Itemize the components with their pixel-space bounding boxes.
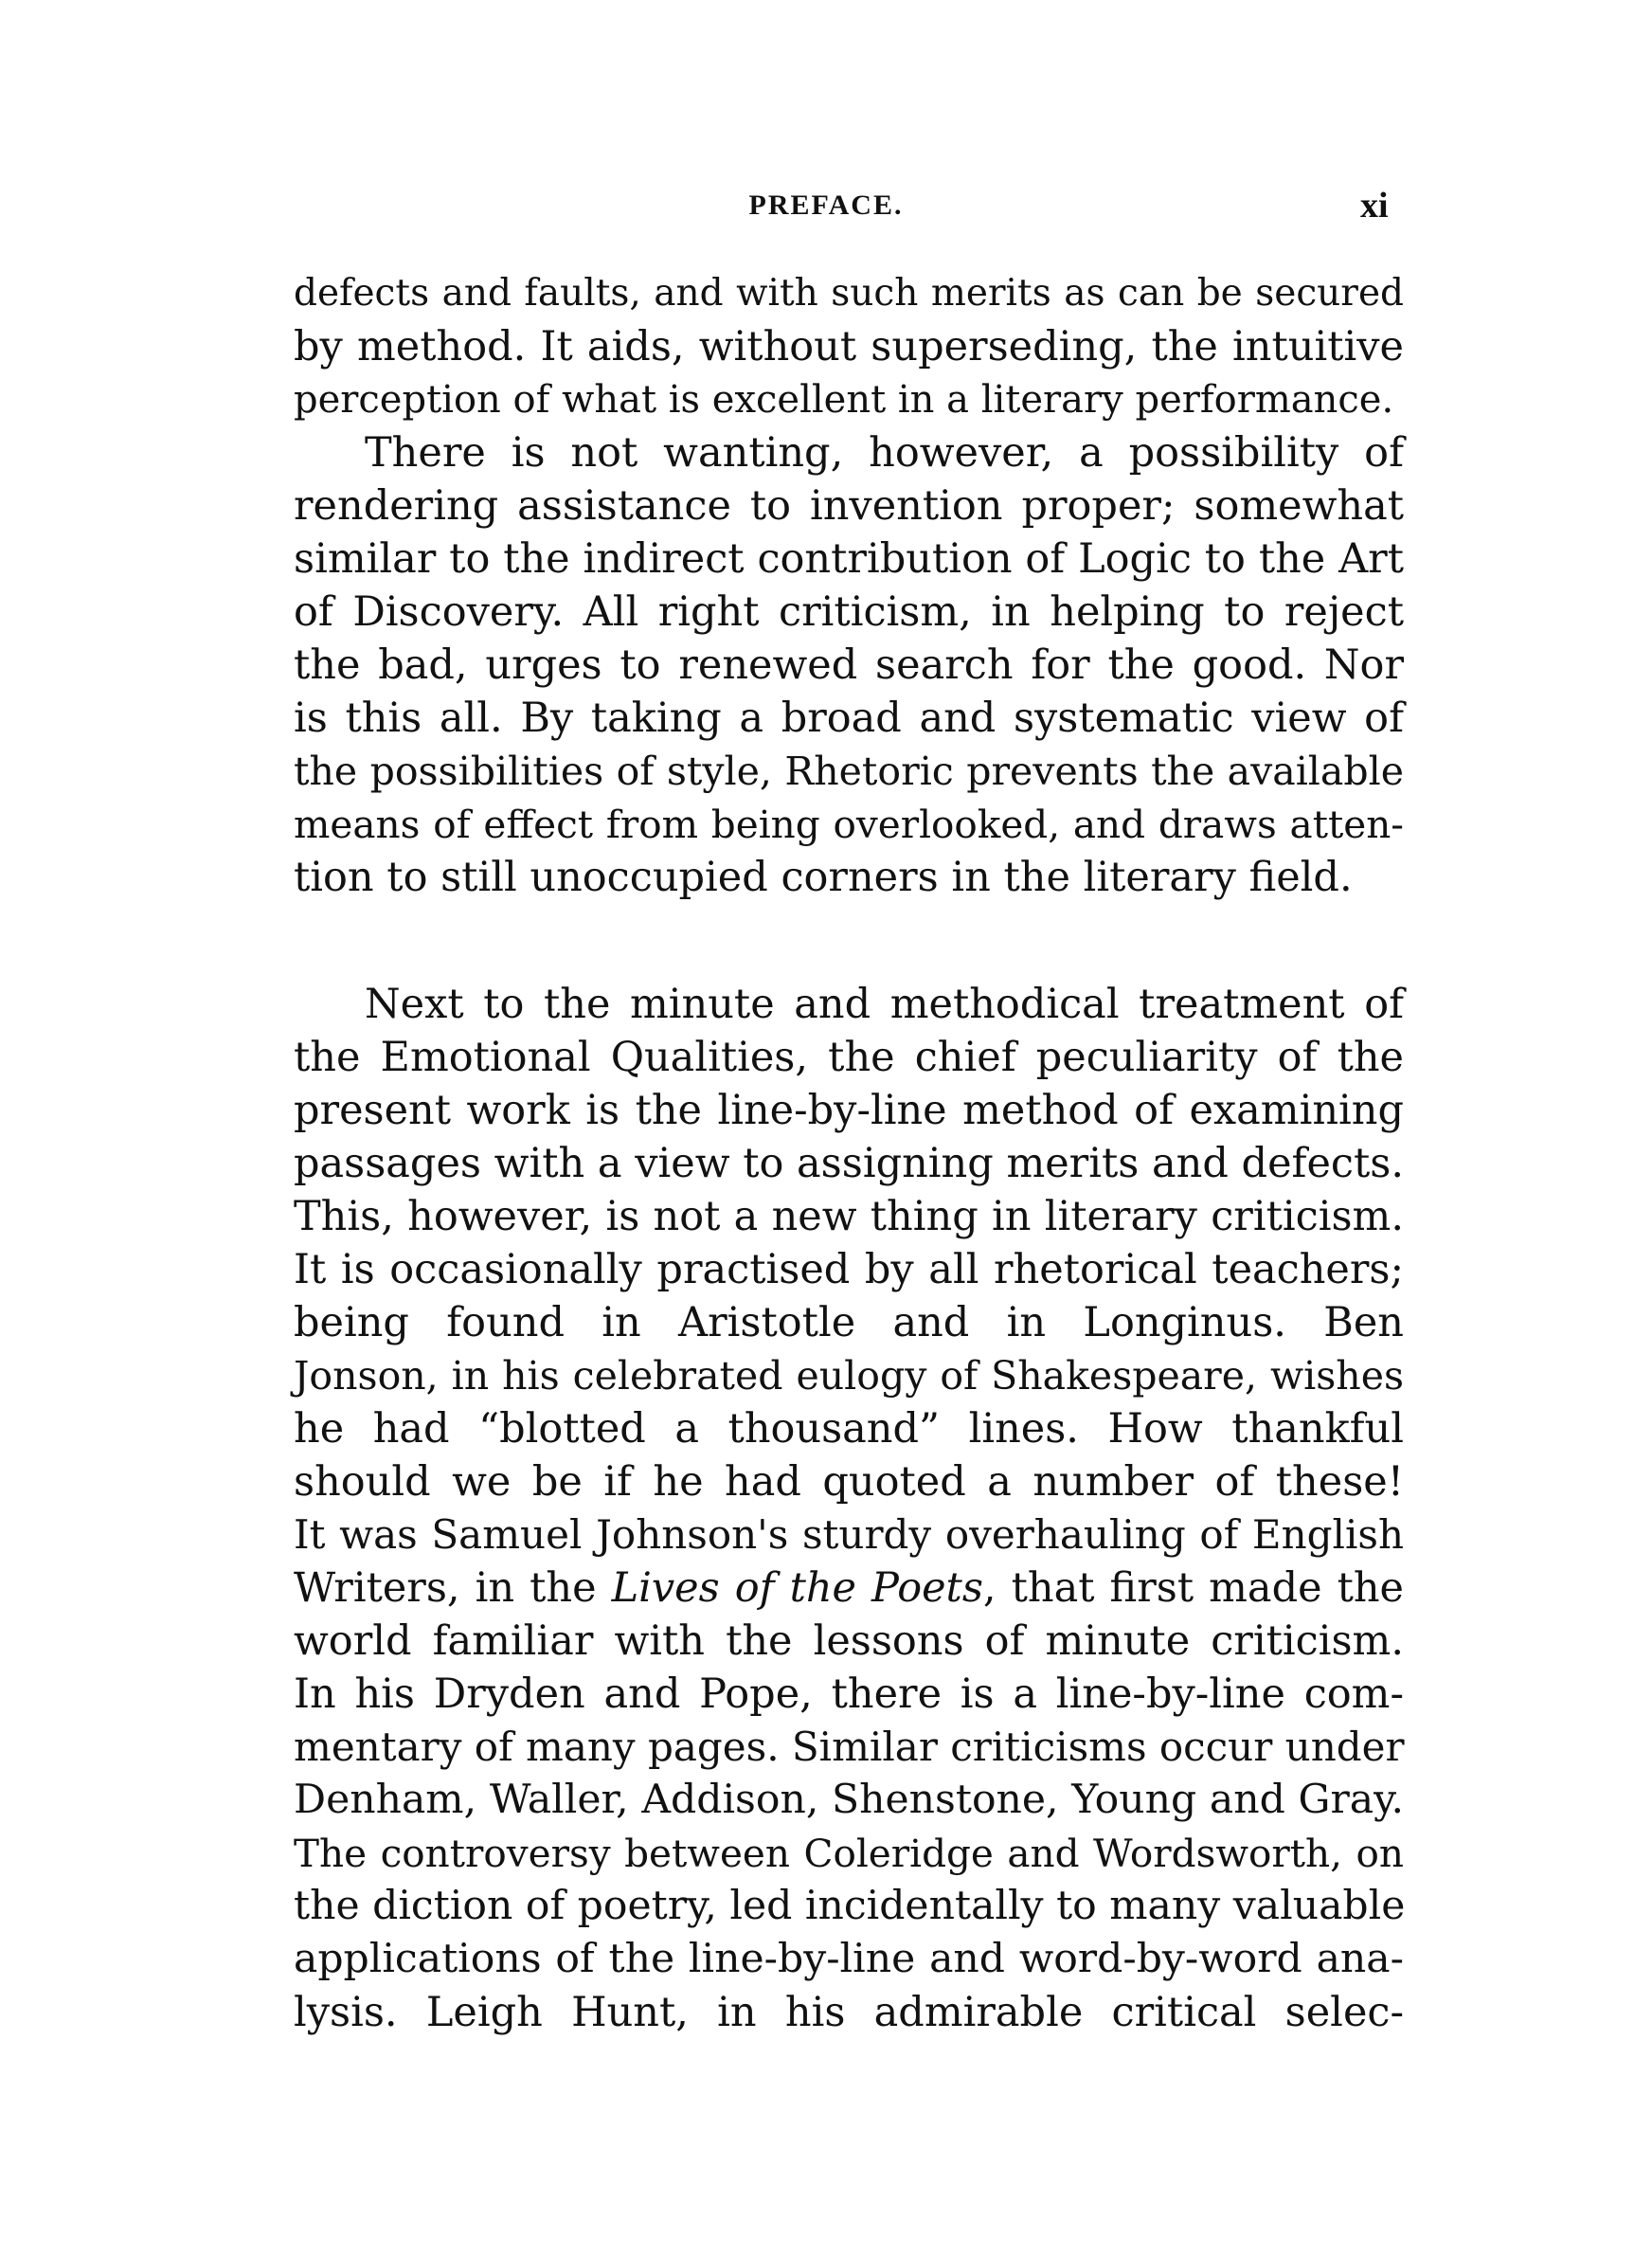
text-line: the Emotional Qualities, the chief peculiarity of the [294,1034,1404,1081]
text-line: world familiar with the lessons of minute criticism. [294,1617,1404,1665]
text-line: It was Samuel Johnson's sturdy overhauling of English [294,1511,1404,1558]
text-line: is this all. By taking a broad and systematic view of [294,695,1404,742]
text-line: In his Dryden and Pope, there is a line-by-line com- [294,1670,1404,1718]
text-line: applications of the line-by-line and word-by-word ana- [294,1936,1404,1982]
text-line: being found in Aristotle and in Longinus. Ben [294,1299,1404,1346]
text-line: Jonson, in his celebrated eulogy of Shakespeare, wishes [294,1353,1404,1399]
text-line: the bad, urges to renewed search for the good. Nor [294,641,1404,689]
page-number: xi [1360,186,1389,226]
text-line: similar to the indirect contribution of Logic to the Art [294,535,1404,583]
text-line: There is not wanting, however, a possibility of [365,429,1404,477]
text-line: should we be if he had quoted a number of these! [294,1458,1404,1506]
text-line: mentary of many pages. Similar criticisms occur under [294,1724,1405,1770]
text-line: rendering assistance to invention proper; somewhat [294,482,1404,530]
text-line: the possibilities of style, Rhetoric prevents the available [294,749,1404,794]
book-title-italic: Lives of the Poets [611,1564,983,1612]
text-run: , that first made the [982,1564,1405,1612]
text-line: he had “blotted a thousand” lines. How thankful [294,1405,1404,1453]
text-line: of Discovery. All right criticism, in helping to reject [294,588,1404,636]
text-line: perception of what is excellent in a literary performance. [294,378,1394,422]
text-line: Denham, Waller, Addison, Shenstone, Young and Gray. [294,1777,1404,1823]
text-line: tion to still unoccupied corners in the literary field. [294,854,1353,901]
running-title: PREFACE. [748,190,904,221]
text-line: This, however, is not a new thing in literary criticism. [294,1193,1404,1240]
text-line: means of effect from being overlooked, and draws atten- [294,802,1404,847]
text-line: lysis. Leigh Hunt, in his admirable critical selec- [294,1989,1404,2036]
text-line: present work is the line-by-line method of examining [294,1087,1404,1134]
text-line: The controversy between Coleridge and Wordsworth, on [294,1831,1404,1876]
text-line: passages with a view to assigning merits and defects. [294,1140,1404,1187]
text-line [294,1562,1404,1615]
text-line: defects and faults, and with such merits as can be secured [294,272,1404,315]
text-line: the diction of poetry, led incidentally to many valuable [294,1883,1406,1929]
text-run: Writers, in the [294,1564,612,1612]
text-line: It is occasionally practised by all rhetorical teachers; [294,1246,1404,1293]
text-line: by method. It aids, without superseding, the intuitive [294,323,1404,370]
text-line: Next to the minute and methodical treatment of [365,981,1404,1028]
